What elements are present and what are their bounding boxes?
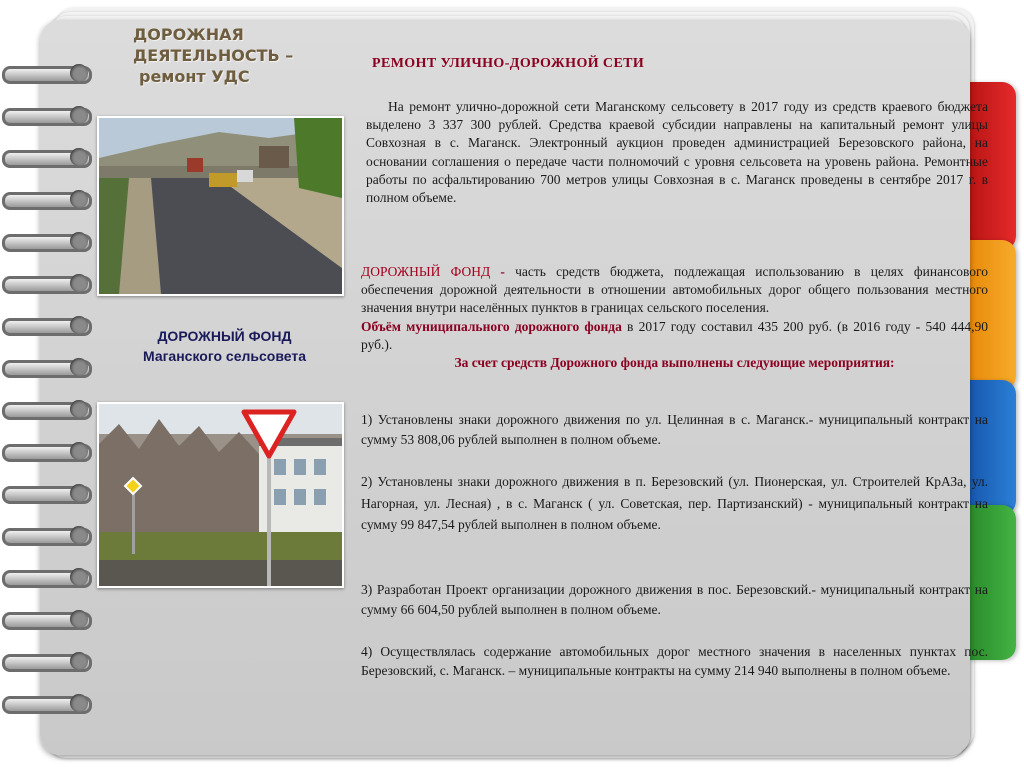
fund-volume-label: Объём муниципального дорожного фонда (361, 318, 622, 334)
yield-sign-photo (97, 402, 344, 588)
spiral-ring (0, 230, 92, 252)
title-line-1: ДОРОЖНАЯ (133, 25, 244, 44)
spiral-ring (0, 608, 92, 630)
measure-item-4: 4) Осуществлялась содержание автомобильных дорог местного значения в населенных пунктах пос. Березовский, с. Маганск. – муниципальные контракты на сумму 214 940 выполнены в полном объеме. (361, 644, 988, 678)
sign-photo-graphic (99, 404, 342, 586)
title-line-3: ремонт УДС (139, 67, 250, 86)
repair-paragraph-text: На ремонт улично-дорожной сети Маганскому сельсовету в 2017 году из средств краевого бюджета выделено 3 337 300 рублей. Средства краевой субсидии направлены на капитальный ремонт улицы Совхозная в с. Маганск. Электронный аукцион проведен администрацией Березовского района, на основании соглашения о передаче части полномочий с уровня сельсовета на уровень района. Ремонтные работы по асфальтированию 700 метров улицы Совхозная в с. Маганск проведены в сентябре 2017 г. в полном объеме. (366, 99, 988, 206)
spiral-ring (0, 146, 92, 168)
spiral-ring (0, 188, 92, 210)
fund-label-line-1: ДОРОЖНЫЙ ФОНД (157, 328, 292, 344)
road-fund-definition: часть средств бюджета, подлежащая использованию в целях финансового обеспечения дорожной деятельности в отношении автомобильных дорог общего пользования местного значения внутри населённых пунктов в границах сельского поселения. (361, 264, 989, 316)
measure-item-1: 1) Установлены знаки дорожного движения по ул. Целинная в с. Маганск.- муниципальный контракт на сумму 53 808,06 рублей выполнен в полном объеме. (361, 412, 988, 447)
spiral-ring (0, 692, 92, 714)
spiral-ring (0, 62, 92, 84)
road-fund-block (361, 263, 988, 372)
page-title (133, 24, 353, 87)
section-heading: РЕМОНТ УЛИЧНО-ДОРОЖНОЙ СЕТИ (372, 56, 645, 71)
spiral-ring (0, 524, 92, 546)
measures-heading: За счет средств Дорожного фонда выполнены следующие мероприятия: (454, 355, 895, 371)
spiral-ring (0, 566, 92, 588)
measure-item-2: 2) Установлены знаки дорожного движения в п. Березовский (ул. Пионерская, ул. Строителей КрАЗа, ул. Нагорная, ул. Лесная) , в с. Маганск ( ул. Советская, пер. Партизанский) - муниципальный контракт на сумму 99 847,54 рублей выполнен в полном объеме. (361, 474, 988, 532)
spiral-ring (0, 104, 92, 126)
fund-volume (361, 318, 988, 354)
road-photo-graphic (99, 118, 342, 294)
spiral-ring (0, 356, 92, 378)
spiral-ring (0, 398, 92, 420)
spiral-ring (0, 440, 92, 462)
title-line-2: ДЕЯТЕЛЬНОСТЬ – (133, 46, 294, 65)
road-paving-photo (97, 116, 344, 296)
fund-volume-text: в 2017 году составил 435 200 руб. (в 2016 году - 540 444,90 руб.). (361, 318, 989, 352)
road-fund-term: ДОРОЖНЫЙ ФОНД (361, 264, 491, 279)
road-fund-dash: - (490, 264, 516, 279)
repair-paragraph (366, 98, 988, 207)
spiral-ring (0, 650, 92, 672)
spiral-ring (0, 314, 92, 336)
fund-label-line-2: Маганского сельсовета (142, 348, 307, 364)
spiral-ring (0, 272, 92, 294)
measure-item-3: 3) Разработан Проект организации дорожного движения в пос. Березовский.- муниципальный контракт на сумму 66 604,50 рублей выполнен в полном объеме. (361, 582, 988, 617)
road-fund-label (112, 326, 337, 366)
spiral-ring (0, 482, 92, 504)
